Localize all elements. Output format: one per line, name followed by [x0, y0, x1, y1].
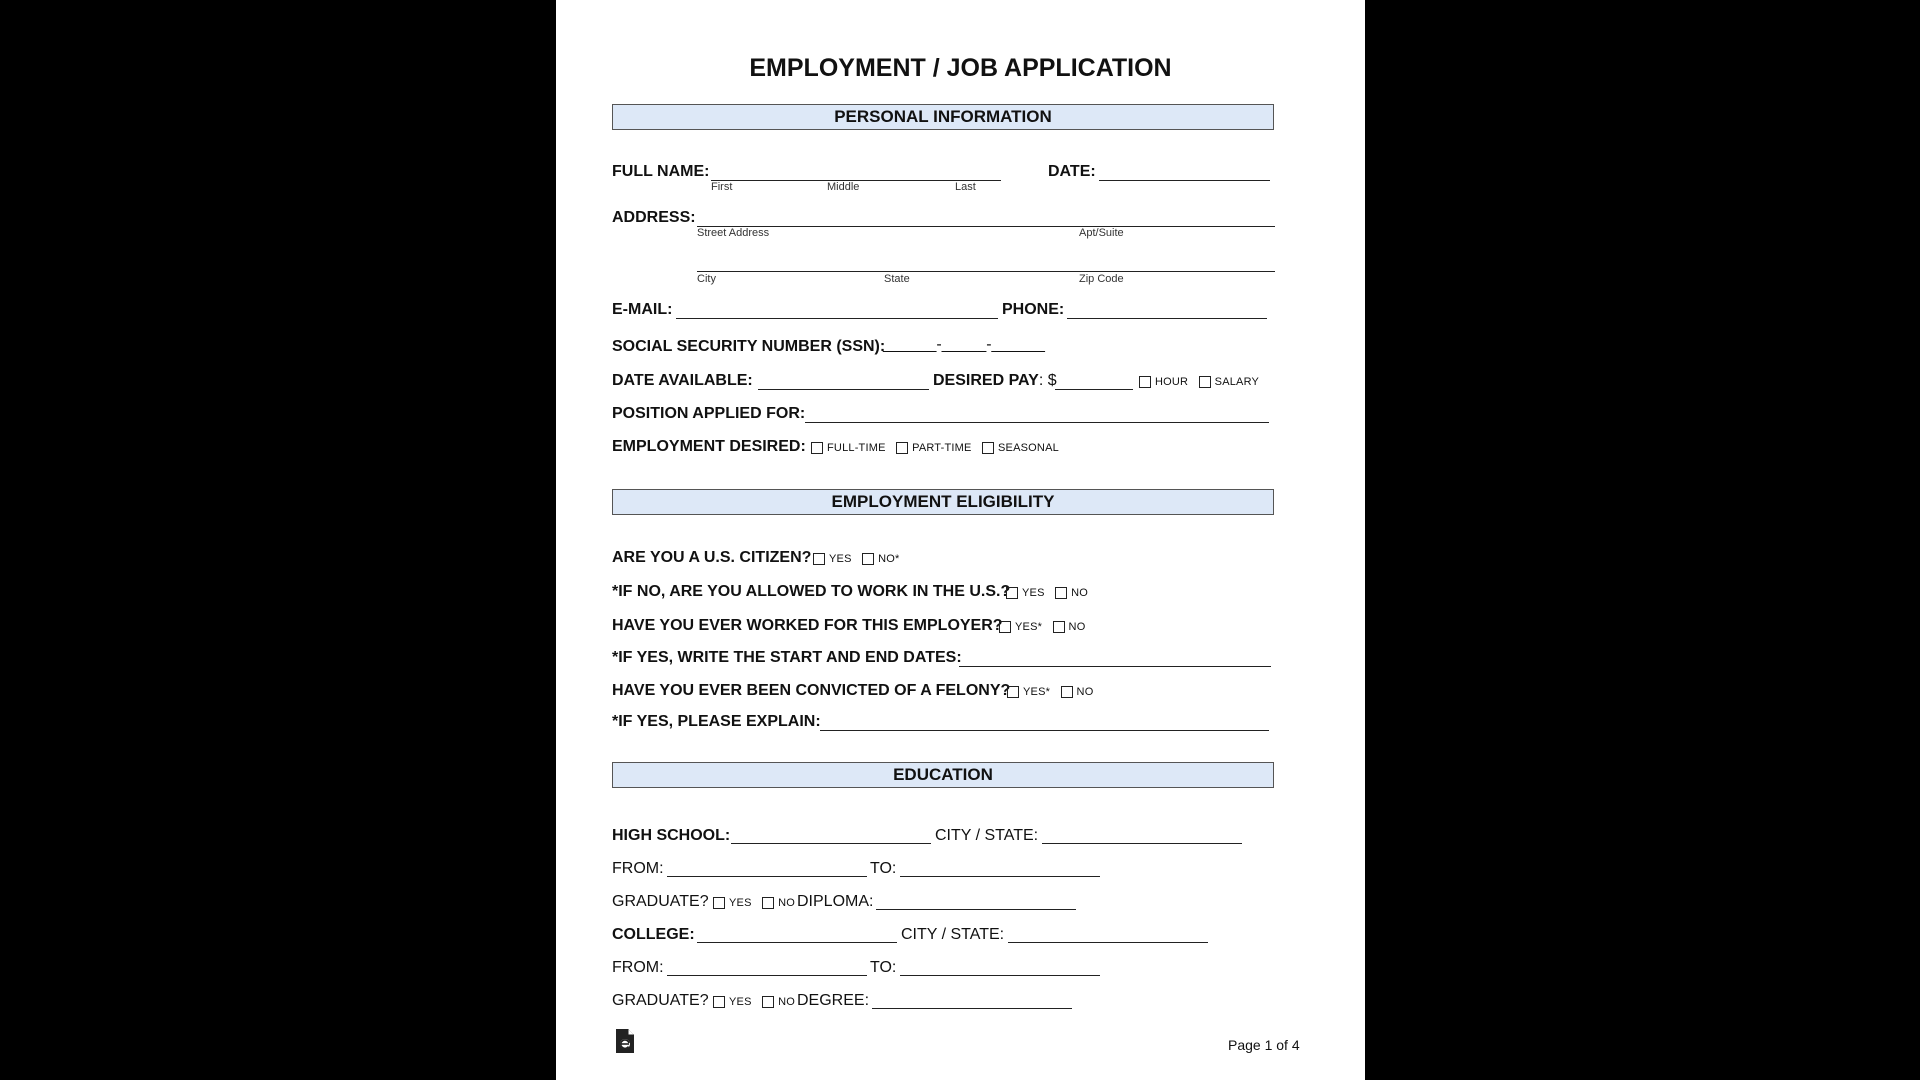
part-time-checkbox[interactable]: [896, 442, 908, 454]
worked-no-checkbox[interactable]: [1053, 621, 1065, 633]
start-end-dates-label: *IF YES, WRITE THE START AND END DATES:: [612, 649, 962, 666]
college-city-state-field[interactable]: [1008, 942, 1208, 943]
city-state-zip-field[interactable]: [697, 271, 1275, 272]
hs-graduate-options: [713, 894, 801, 912]
college-graduate-label: GRADUATE?: [612, 992, 709, 1009]
apt-sublabel: Apt/Suite: [1079, 227, 1124, 239]
seasonal-label: SEASONAL: [998, 441, 1059, 454]
position-label: POSITION APPLIED FOR:: [612, 405, 806, 422]
ssn-label: SOCIAL SECURITY NUMBER (SSN):: [612, 338, 886, 355]
full-name-label: FULL NAME:: [612, 163, 710, 180]
allowed-yes-checkbox[interactable]: [1006, 587, 1018, 599]
hs-graduate-yes-checkbox[interactable]: [713, 897, 725, 909]
explain-field[interactable]: [820, 730, 1269, 731]
date-available-field[interactable]: [758, 389, 929, 390]
state-sublabel: State: [884, 273, 910, 285]
position-field[interactable]: [805, 422, 1269, 423]
hour-checkbox[interactable]: [1139, 376, 1151, 388]
college-city-state-label: CITY / STATE:: [901, 926, 1005, 943]
worked-yes-checkbox[interactable]: [999, 621, 1011, 633]
desired-pay-label: DESIRED PAY: [933, 372, 1039, 389]
last-sublabel: Last: [955, 181, 976, 193]
high-school-field[interactable]: [731, 843, 931, 844]
hs-to-field[interactable]: [900, 876, 1100, 877]
email-field[interactable]: [676, 318, 998, 319]
college-graduate-no-label: NO: [778, 995, 795, 1008]
college-from-field[interactable]: [667, 975, 867, 976]
zip-sublabel: Zip Code: [1079, 273, 1124, 285]
full-time-label: FULL-TIME: [827, 441, 886, 454]
desired-pay-prefix: : $: [1038, 372, 1057, 389]
allowed-to-work-question: *IF NO, ARE YOU ALLOWED TO WORK IN THE U.S.?: [612, 583, 1011, 600]
seasonal-checkbox[interactable]: [982, 442, 994, 454]
citizen-no-checkbox[interactable]: [862, 553, 874, 565]
citizen-question: ARE YOU A U.S. CITIZEN?: [612, 549, 812, 566]
phone-field[interactable]: [1067, 318, 1267, 319]
college-graduate-options: [713, 993, 801, 1011]
part-time-label: PART-TIME: [912, 441, 972, 454]
worked-here-options: [999, 618, 1091, 636]
felony-options: [1007, 683, 1099, 701]
college-field[interactable]: [697, 942, 897, 943]
city-sublabel: City: [697, 273, 716, 285]
citizen-yes-label: YES: [829, 552, 852, 565]
date-label: DATE:: [1048, 163, 1096, 180]
document-page: [556, 0, 1365, 1080]
diploma-field[interactable]: [876, 909, 1076, 910]
document-e-icon: [615, 1028, 635, 1054]
section-header-eligibility: EMPLOYMENT ELIGIBILITY: [612, 489, 1274, 515]
date-available-label: DATE AVAILABLE:: [612, 372, 753, 389]
desired-pay-field[interactable]: [1055, 389, 1133, 390]
felony-yes-checkbox[interactable]: [1007, 686, 1019, 698]
hs-graduate-label: GRADUATE?: [612, 893, 709, 910]
high-school-label: HIGH SCHOOL:: [612, 827, 731, 844]
worked-yes-label: YES*: [1015, 620, 1043, 633]
salary-checkbox[interactable]: [1199, 376, 1211, 388]
degree-label: DEGREE:: [797, 992, 870, 1009]
citizen-yes-checkbox[interactable]: [813, 553, 825, 565]
pay-type-options: [1139, 373, 1265, 391]
degree-field[interactable]: [872, 1008, 1072, 1009]
hs-graduate-no-checkbox[interactable]: [762, 897, 774, 909]
section-header-personal: PERSONAL INFORMATION: [612, 104, 1274, 130]
page-number: Page 1 of 4: [1228, 1037, 1300, 1053]
first-sublabel: First: [711, 181, 733, 193]
college-to-field[interactable]: [900, 975, 1100, 976]
section-header-education: EDUCATION: [612, 762, 1274, 788]
full-time-checkbox[interactable]: [811, 442, 823, 454]
address-label: ADDRESS:: [612, 209, 696, 226]
date-field[interactable]: [1099, 180, 1270, 181]
felony-question: HAVE YOU EVER BEEN CONVICTED OF A FELONY?: [612, 682, 1011, 699]
college-graduate-no-checkbox[interactable]: [762, 996, 774, 1008]
college-label: COLLEGE:: [612, 926, 695, 943]
college-graduate-yes-label: YES: [729, 995, 752, 1008]
hs-from-label: FROM:: [612, 860, 664, 877]
allowed-to-work-options: [1006, 584, 1094, 602]
college-to-label: TO:: [870, 959, 897, 976]
felony-yes-label: YES*: [1023, 685, 1051, 698]
street-sublabel: Street Address: [697, 227, 770, 239]
diploma-label: DIPLOMA:: [797, 893, 874, 910]
email-label: E-MAIL:: [612, 301, 673, 318]
desired-pay: [933, 372, 1057, 390]
college-from-label: FROM:: [612, 959, 664, 976]
allowed-no-checkbox[interactable]: [1055, 587, 1067, 599]
explain-label: *IF YES, PLEASE EXPLAIN:: [612, 713, 821, 730]
worked-here-question: HAVE YOU EVER WORKED FOR THIS EMPLOYER?: [612, 617, 1003, 634]
worked-no-label: NO: [1068, 620, 1086, 633]
hs-graduate-no-label: NO: [778, 896, 795, 909]
hs-to-label: TO:: [870, 860, 897, 877]
allowed-no-label: NO: [1071, 586, 1088, 599]
form-title: EMPLOYMENT / JOB APPLICATION: [749, 54, 1172, 82]
start-end-dates-field[interactable]: [959, 666, 1271, 667]
employment-type-options: [811, 439, 1065, 457]
felony-no-checkbox[interactable]: [1061, 686, 1073, 698]
hs-graduate-yes-label: YES: [729, 896, 752, 909]
middle-sublabel: Middle: [827, 181, 860, 193]
allowed-yes-label: YES: [1022, 586, 1045, 599]
ssn-field[interactable]: ______-_____-______: [883, 336, 1045, 353]
employment-desired-label: EMPLOYMENT DESIRED:: [612, 438, 806, 455]
hour-option-label: HOUR: [1155, 375, 1189, 388]
phone-label: PHONE:: [1002, 301, 1065, 318]
hs-city-state-label: CITY / STATE:: [935, 827, 1039, 844]
college-graduate-yes-checkbox[interactable]: [713, 996, 725, 1008]
citizen-no-label: NO*: [878, 552, 900, 565]
street-address-field[interactable]: [697, 226, 1275, 227]
felony-no-label: NO: [1076, 685, 1094, 698]
hs-city-state-field[interactable]: [1042, 843, 1242, 844]
salary-option-label: SALARY: [1214, 375, 1260, 388]
hs-from-field[interactable]: [667, 876, 867, 877]
citizen-options: [813, 550, 905, 568]
